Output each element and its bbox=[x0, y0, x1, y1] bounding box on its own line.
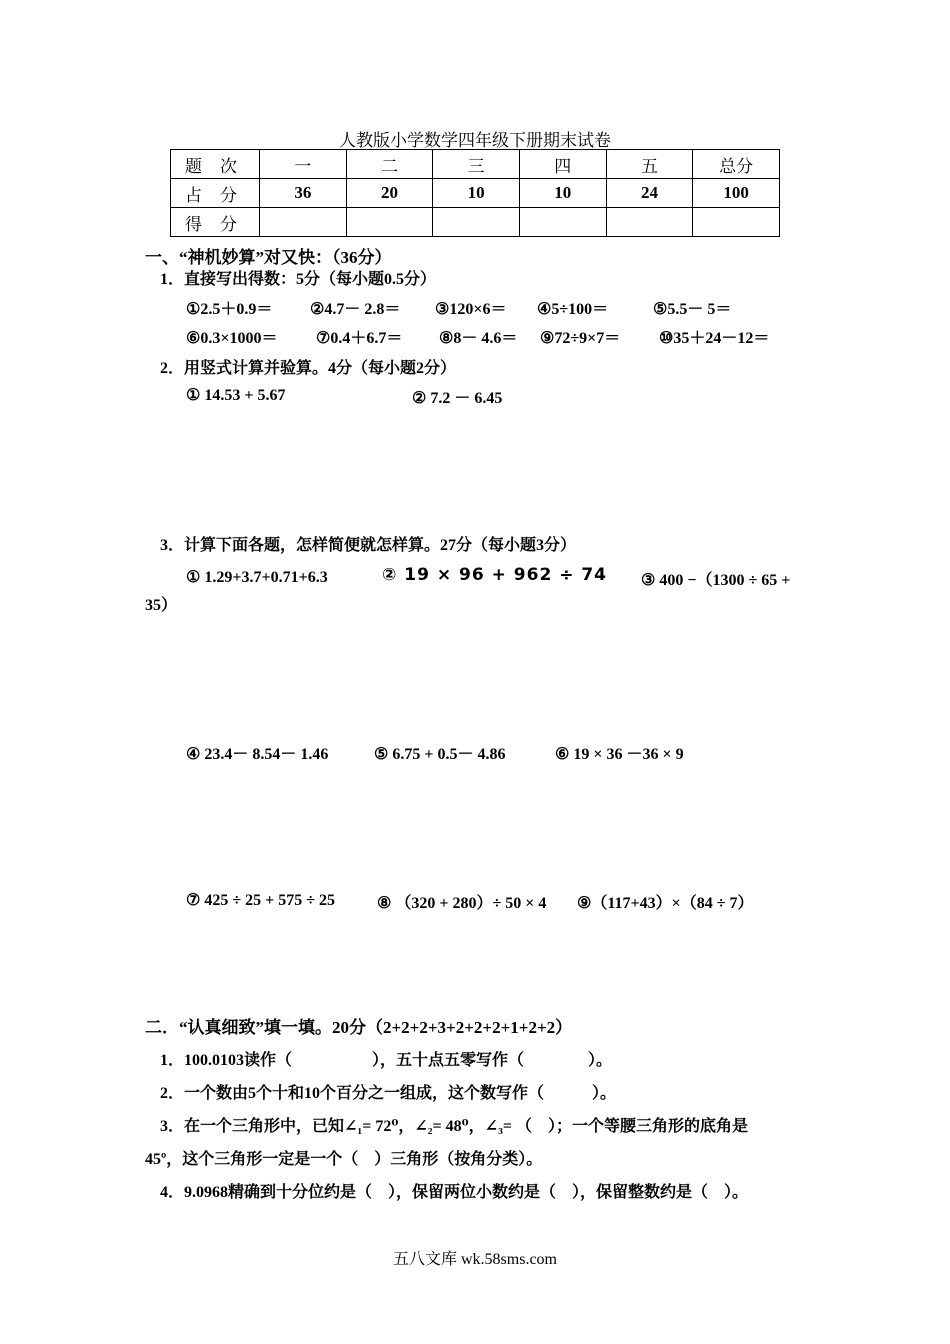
q1-item-7: ⑦0.4＋6.7＝ bbox=[316, 330, 403, 347]
q1-item-1: ①2.5＋0.9＝ bbox=[186, 301, 273, 318]
q2-item-1: ① 14.53 + 5.67 bbox=[186, 387, 286, 404]
section2-title: 二．“认真细致”填一填。20分（2+2+2+3+2+2+2+1+2+2） bbox=[145, 1018, 573, 1037]
q3-item-4: ④ 23.4－ 8.54－ 1.46 bbox=[186, 746, 329, 763]
score-table bbox=[170, 149, 780, 237]
q1-title: 1．直接写出得数：5分（每小题0.5分） bbox=[160, 271, 437, 288]
score-cell: 100 bbox=[693, 179, 780, 208]
q3-item-6: ⑥ 19 × 36 －36 × 9 bbox=[555, 746, 684, 763]
q1-item-9: ⑨72÷9×7＝ bbox=[540, 330, 621, 347]
score-cell: 总分 bbox=[693, 150, 780, 179]
score-cell[interactable] bbox=[519, 208, 606, 237]
s2-q3-continued: 45º，这个三角形一定是一个（ ）三角形（按角分类）。 bbox=[145, 1151, 543, 1168]
score-table-row bbox=[171, 179, 780, 208]
score-cell: 三 bbox=[433, 150, 520, 179]
score-cell[interactable] bbox=[346, 208, 433, 237]
score-cell: 一 bbox=[260, 150, 347, 179]
s2-q3: 3．在一个三角形中，已知∠₁= 72⁰，∠₂= 48⁰，∠₃= （ ）；一个等腰三角形的底角是 bbox=[160, 1118, 748, 1135]
q3-item-8: ⑧ （320 + 280）÷ 50 × 4 bbox=[377, 895, 547, 912]
section1-title: 一、“神机妙算”对又快：（36分） bbox=[145, 248, 392, 267]
score-cell[interactable] bbox=[606, 208, 693, 237]
q3-item-7: ⑦ 425 ÷ 25 + 575 ÷ 25 bbox=[186, 892, 336, 909]
footer-watermark: 五八文库 wk.58sms.com bbox=[392, 1251, 557, 1268]
q2-title: 2．用竖式计算并验算。4分（每小题2分） bbox=[160, 360, 457, 377]
q1-item-2: ②4.7－ 2.8＝ bbox=[310, 301, 401, 318]
s2-q1: 1．100.0103读作（ ），五十点五零写作（ ）。 bbox=[160, 1052, 613, 1069]
q3-item-1: ① 1.29+3.7+0.71+6.3 bbox=[186, 569, 328, 586]
s2-q2: 2．一个数由5个十和10个百分之一组成，这个数写作（ ）。 bbox=[160, 1085, 617, 1102]
score-cell[interactable] bbox=[433, 208, 520, 237]
q1-item-10: ⑩35＋24－12＝ bbox=[659, 330, 770, 347]
document-title: 人教版小学数学四年级下册期末试卷 bbox=[339, 131, 611, 150]
score-cell: 20 bbox=[346, 179, 433, 208]
score-cell: 10 bbox=[433, 179, 520, 208]
score-cell: 五 bbox=[606, 150, 693, 179]
q3-item-3: ③ 400 −（1300 ÷ 65 + bbox=[641, 572, 791, 589]
q1-item-4: ④5÷100＝ bbox=[537, 301, 609, 318]
q1-item-6: ⑥0.3×1000＝ bbox=[186, 330, 278, 347]
score-row-header: 占分 bbox=[171, 179, 260, 208]
score-cell[interactable] bbox=[693, 208, 780, 237]
s2-q4: 4．9.0968精确到十分位约是（ ），保留两位小数约是（ ），保留整数约是（ ）。 bbox=[160, 1184, 749, 1201]
q3-title: 3．计算下面各题，怎样简便就怎样算。27分（每小题3分） bbox=[160, 537, 577, 554]
score-row-header: 题次 bbox=[171, 150, 260, 179]
score-cell: 36 bbox=[260, 179, 347, 208]
score-cell: 10 bbox=[519, 179, 606, 208]
score-row-header: 得分 bbox=[171, 208, 260, 237]
score-table-row bbox=[171, 208, 780, 237]
score-cell: 24 bbox=[606, 179, 693, 208]
score-cell: 二 bbox=[346, 150, 433, 179]
score-cell: 四 bbox=[519, 150, 606, 179]
score-cell[interactable] bbox=[260, 208, 347, 237]
q3-item-9: ⑨（117+43）×（84 ÷ 7） bbox=[577, 895, 754, 912]
q1-item-8: ⑧8－ 4.6＝ bbox=[439, 330, 518, 347]
q2-item-2: ② 7.2 － 6.45 bbox=[412, 390, 503, 407]
q3-item-2: ② 19 × 96 + 962 ÷ 74 bbox=[382, 565, 608, 585]
q3-item-5: ⑤ 6.75 + 0.5－ 4.86 bbox=[374, 746, 506, 763]
q1-item-3: ③120×6＝ bbox=[435, 301, 507, 318]
q3-item-3-continued: 35） bbox=[145, 597, 178, 614]
q1-item-5: ⑤5.5－ 5＝ bbox=[653, 301, 732, 318]
score-table-row bbox=[171, 150, 780, 179]
